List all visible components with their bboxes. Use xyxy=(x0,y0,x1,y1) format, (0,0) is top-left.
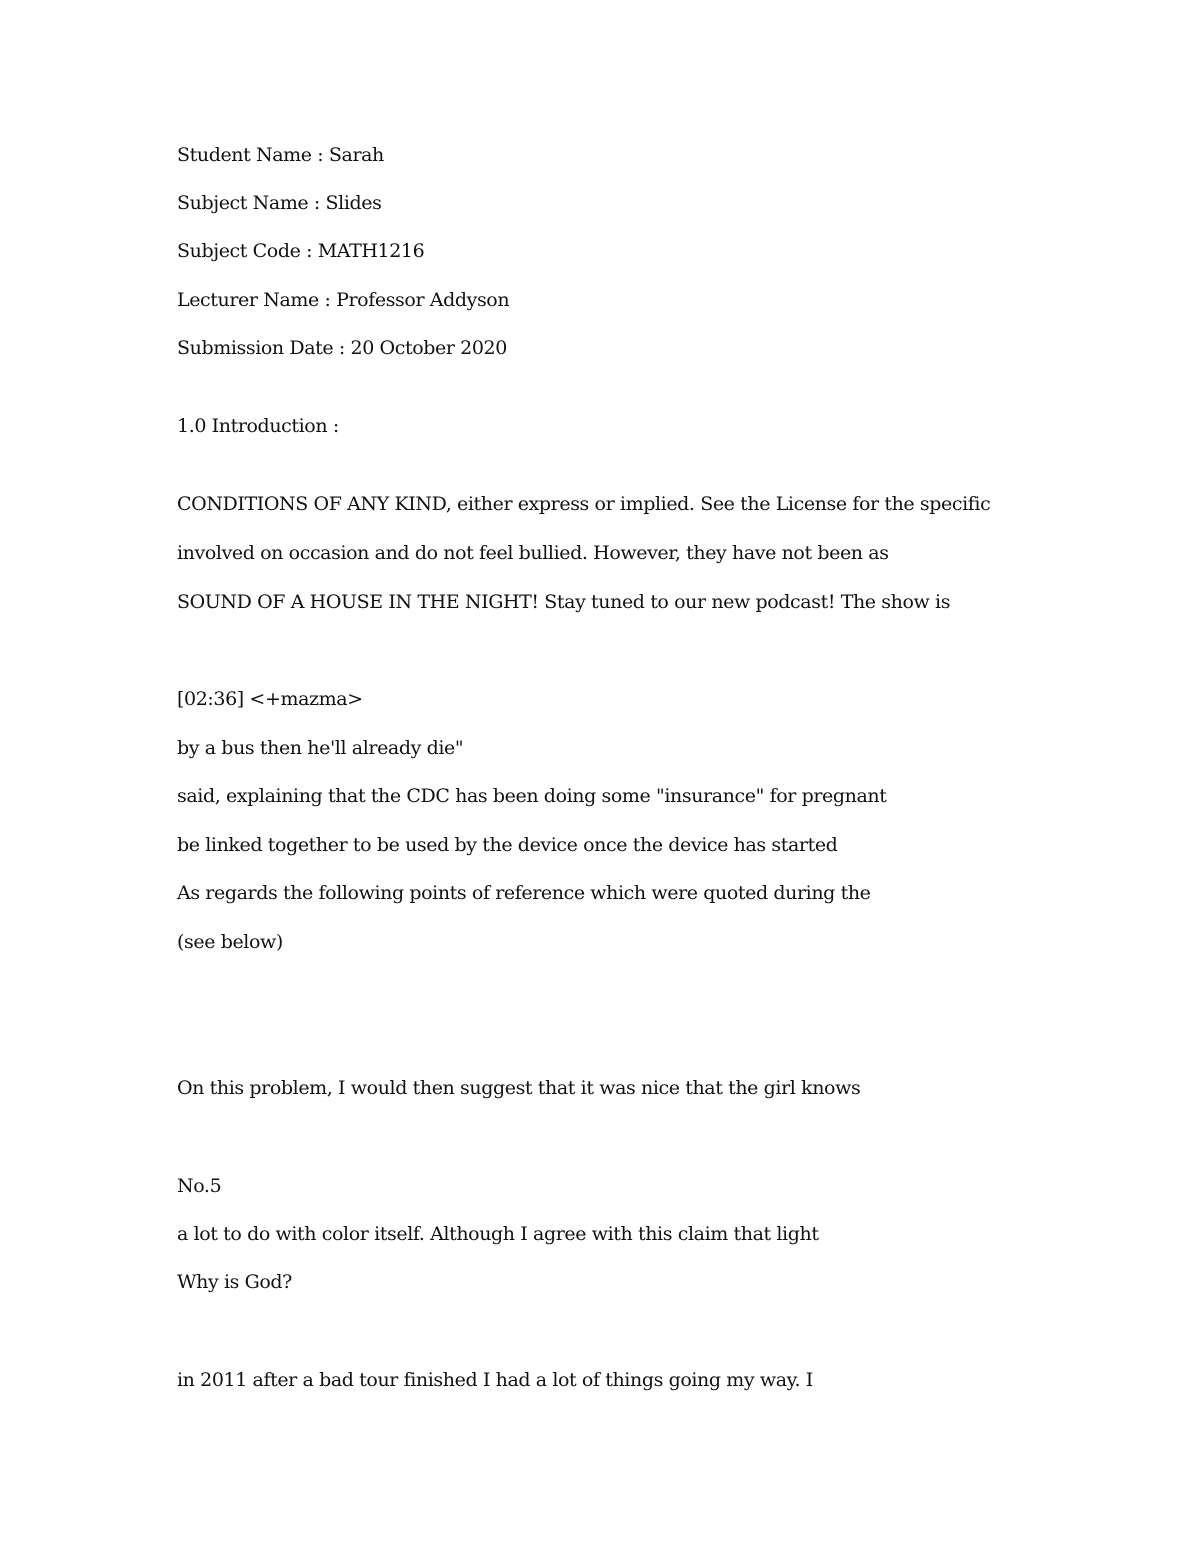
subject-name: Subject Name : Slides xyxy=(177,192,382,214)
body-line: No.5 xyxy=(177,1175,222,1197)
body-line: CONDITIONS OF ANY KIND, either express or implied. See the License for the specific xyxy=(177,493,991,515)
body-line: SOUND OF A HOUSE IN THE NIGHT! Stay tuned to our new podcast! The show is xyxy=(177,591,951,613)
student-name: Student Name : Sarah xyxy=(177,144,384,166)
body-line: On this problem, I would then suggest that it was nice that the girl knows xyxy=(177,1077,861,1099)
body-line: in 2011 after a bad tour finished I had a lot of things going my way. I xyxy=(177,1369,813,1391)
body-line: involved on occasion and do not feel bullied. However, they have not been as xyxy=(177,542,889,564)
body-line: be linked together to be used by the device once the device has started xyxy=(177,834,838,856)
body-line: by a bus then he'll already die" xyxy=(177,737,464,759)
body-line: [02:36] <+mazma> xyxy=(177,688,363,710)
body-line: Why is God? xyxy=(177,1271,292,1293)
section-heading: 1.0 Introduction : xyxy=(177,415,339,437)
lecturer-name: Lecturer Name : Professor Addyson xyxy=(177,289,510,311)
subject-code: Subject Code : MATH1216 xyxy=(177,240,425,262)
body-line: said, explaining that the CDC has been doing some "insurance" for pregnant xyxy=(177,785,887,807)
submission-date: Submission Date : 20 October 2020 xyxy=(177,337,507,359)
body-line: As regards the following points of reference which were quoted during the xyxy=(177,882,871,904)
body-line: a lot to do with color itself. Although I agree with this claim that light xyxy=(177,1223,819,1245)
body-line: (see below) xyxy=(177,931,283,953)
